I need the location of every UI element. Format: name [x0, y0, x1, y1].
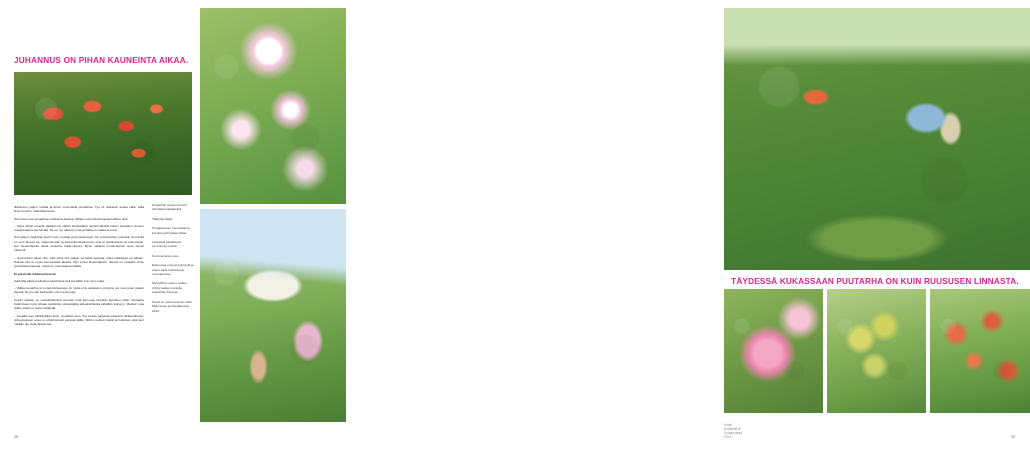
- body-paragraph: Kesän mittaan on mielekkäitmiisa seurata, mitä kas-veja mirsäkin tapahtuu osliin. Puutarha lislaholvaa myös pihaan kerkkiviia otokulujalita aikuaksvillaistä pirkällän syksyyn. Melkein joka viikko siellä on uutta nähtävää.: [14, 297, 144, 311]
- body-subheading: Ei puistvilla riikkaruuhesista: [14, 271, 56, 276]
- photo-grain: [200, 209, 346, 422]
- body-paragraph: Heti alkuun Gali-Maj istutti myös runsaja ja komealo-kojii. Ne ovat hänelle työherkä. Suunnilla on oma alueen-sa. Valonvarvaan ja lehvestinmetsä-ruusu ovat ja öykökoiseen-ai loistovasan, kun keveinrilpeltö vasta atutteloo kukki-vasssa. Myös nelikkat muodoskemii omat pienet niittynsä.: [14, 235, 144, 253]
- body-paragraph: Iltaisimme paljon multaa ja ahoin suunnitella puutarhaa. Työ oli raskasta, koska väliin väliä kivimur kiviin, Galli-Maj kertoo.: [14, 205, 144, 214]
- body-paragraph: – Kesällä teen pitkkäyliiljan asvit, loveiksiin teen. Kui tä-kaa paiseeta jokaiseta riikkaruohesta, Johannesleen ai-ka on ehdottomasti parasta täällä. Silloin melkein kaikki ja hukkivat, eikä juuri mikään ole vielä lakastunut.: [14, 313, 144, 327]
- body-paragraph: Galli-Maj alkaa puuhata puutarhassa heti keväällä, kun lumi sulaa.: [14, 278, 105, 283]
- body-paragraph: – Suunnitulin pihan niin, että siinä olisi paljon eri-laisia kasveja, jotka kukkiisvat eri aikaan. Halusin tän-ne myös keinomaisia aluetta. Niin syntyi laverinöljestö. Ikuusa on mutakiin simie joutuisteita kasveja, mutta ne ovat saaneet jäädä.: [14, 255, 144, 269]
- photo-caption: Tättipuiki lukkii.: [152, 216, 173, 221]
- photo-grain: [827, 289, 926, 413]
- photo-astrantia: [200, 8, 346, 204]
- photo-grain: [200, 8, 346, 204]
- photo-caption: Kuvat on otettu kesinen Galli-Majn kesä- ja heinäkuussa 2013.: [152, 299, 193, 313]
- publication-footer: Kodin Kuvalehti ❤ Puutarhassa 2014: [724, 423, 742, 439]
- page-number-right: 39: [1011, 435, 1015, 439]
- photo-caption: Myrkyllinen opium-unikko viihtyy kaiken puolella puutarhan kasveja.: [152, 281, 187, 295]
- caption-column: [152, 203, 194, 318]
- photo-caption: Puutarhan tarvia renovoit virhuttaia kukkaketiyji.: [152, 203, 187, 212]
- body-paragraph: Hän kammosti puutarhaa mietkemä kanssa. Mitään suunnitteluloppaa heillä ei ollut.: [14, 216, 129, 221]
- headline-right: TÄYDESSÄ KUKASSAAN PUUTARHA ON KUIN RUUSUSEN LINNASTA.: [731, 277, 1019, 286]
- body-paragraph: – Ideat tulivat omasta päästäni ja vähän lehdestäkin. Ensimmäisiksi istutin portaiden viereen noejarasapervoperunaila. Ne on nyt näivetty poia ja tilalla on vaaka-si-reeni.: [14, 223, 144, 233]
- page-left: [0, 0, 348, 450]
- page-right: [348, 0, 1019, 450]
- photo-house-and-garden: [200, 209, 346, 422]
- body-paragraph: – Viikka puutarha on jo täynnä kasveja, on multa ol-lu sekaisimu toiminta, jos moni jolen jotakin ihanaa. Nyt os-tan kadovakin vain perennoja.: [14, 286, 144, 295]
- photo-grain: [724, 8, 1030, 270]
- photo-grain: [930, 289, 1030, 413]
- body-text-column: [14, 205, 144, 330]
- photo-caption: Hunajatuusen muodoslama komita porttii jakaa pihaa.: [152, 226, 190, 235]
- photo-caption: Lavestetti aloittelevat summinnoi-ruusia.: [152, 240, 181, 249]
- photo-caption: Elokuussa omenat kypsyvät ja enren aalto istuttetussa omenapuissa.: [152, 263, 194, 277]
- photo-poppy-field: [930, 289, 1030, 413]
- photo-caption: Summerwind-ruusu.: [152, 253, 180, 258]
- headline-left: JUHANNUS ON PIHAN KAUNEINTA AIKAA.: [14, 56, 189, 65]
- photo-grain: [14, 72, 192, 195]
- photo-grain: [724, 289, 823, 413]
- photo-apple-tree: [827, 289, 926, 413]
- photo-man-with-wheelbarrow: [724, 8, 1030, 270]
- photo-poppies: [14, 72, 192, 195]
- photo-pink-rose: [724, 289, 823, 413]
- page-number-left: 38: [14, 435, 18, 439]
